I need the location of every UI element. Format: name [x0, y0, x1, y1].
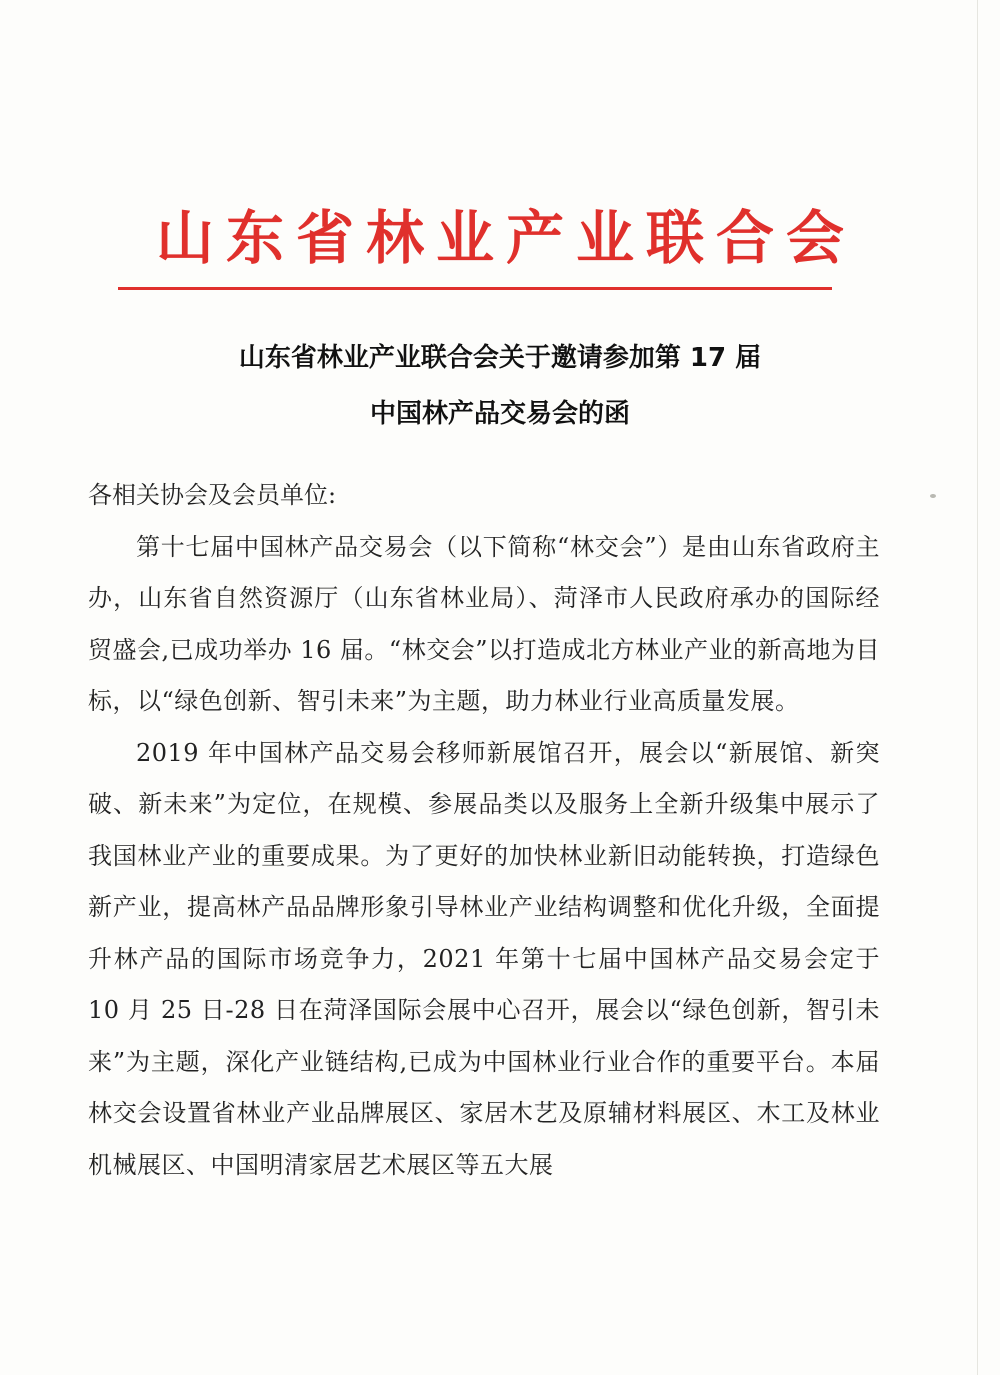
- document-title-line-2: 中国林产品交易会的函: [369, 399, 630, 429]
- paragraph-1: 第十七届中国林产品交易会（以下简称“林交会”）是由山东省政府主办，山东省自然资源厅（山东省林业局）、菏泽市人民政府承办的国际经贸盛会,已成功举办 16 届。“林交会”以打造成北方林业产业的新高地为目标，以“绿色创新、智引未来”为主题，助力林业行业高质量发展。: [88, 532, 880, 715]
- organization-name: 山东省林业产业联合会: [155, 204, 856, 272]
- letterhead: [0, 198, 1000, 278]
- salutation: 各相关协会及会员单位:: [88, 481, 337, 509]
- document-title-line-1: 山东省林业产业联合会关于邀请参加第 17 届: [238, 343, 762, 373]
- paragraph-2: 2019 年中国林产品交易会移师新展馆召开，展会以“新展馆、新突破、新未来”为定位，在规模、参展品类以及服务上全新升级集中展示了我国林业产业的重要成果。为了更好的加快林业新旧动能转换，打造绿色新产业，提高林产品品牌形象引导林业产业结构调整和优化升级，全面提升林产品的国际市场竞争力，2021 年第十七届中国林产品交易会定于 10 月 25 日-28 日在菏泽国际会展中心召开，展会以“绿色创新，智引未来”为主题，深化产业链结构,已成为中国林业行业合作的重要平台。本届林交会设置省林业产业品牌展区、家居木艺及原辅材料展区、木工及林业机械展区、中国明清家居艺术展区等五大展: [88, 738, 880, 1179]
- scan-speck: [930, 494, 936, 498]
- document-title: [0, 330, 1000, 442]
- letterhead-red-rule: [118, 287, 832, 290]
- letter-body: [88, 470, 880, 1191]
